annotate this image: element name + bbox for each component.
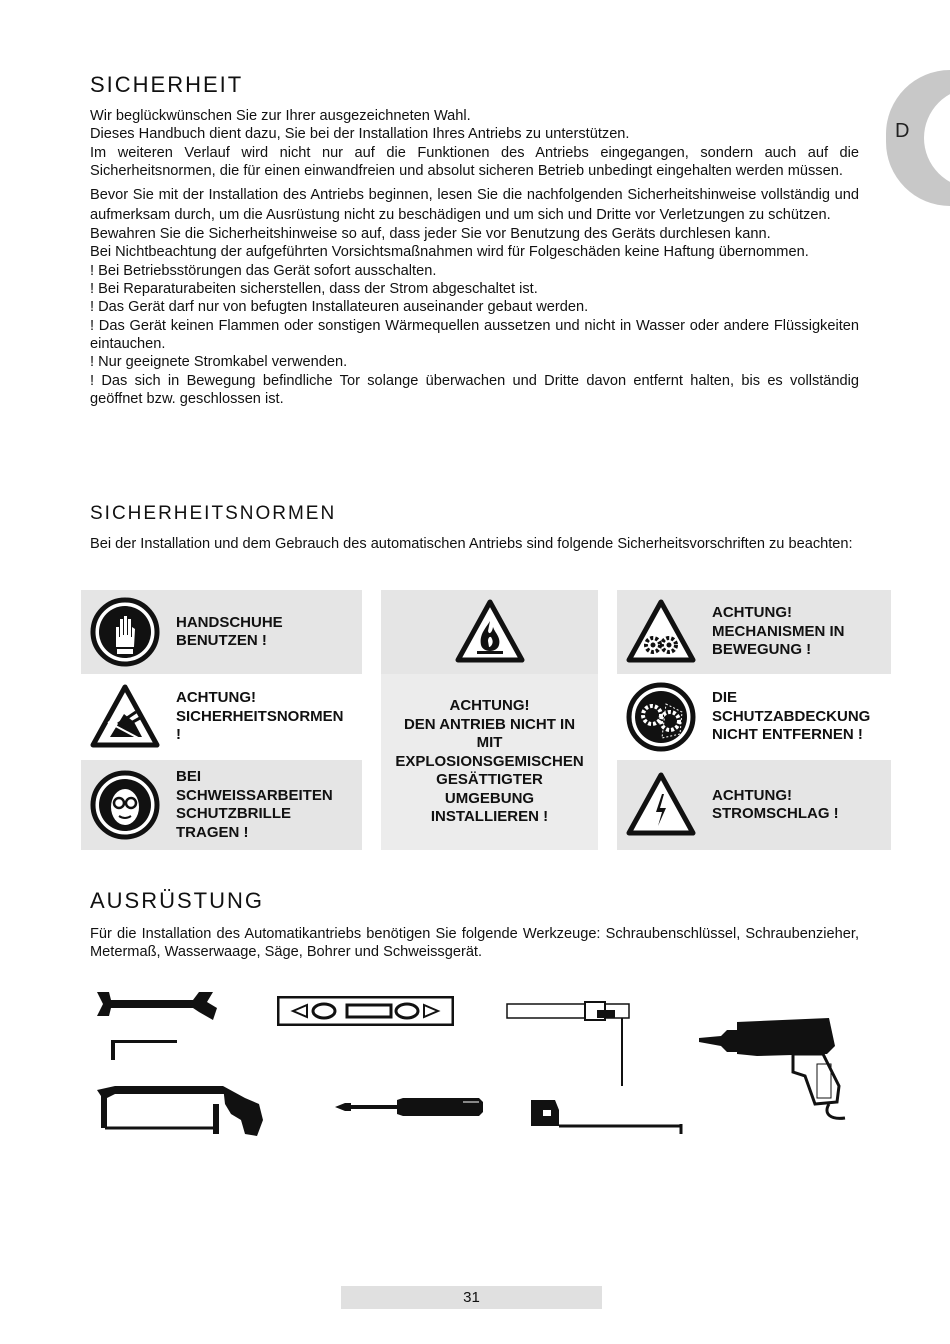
paragraph: Bei Nichtbeachtung der aufgeführten Vorsichtsmaßnahmen wird für Folgeschäden keine Haftung übernommen. xyxy=(90,244,809,261)
lightning-warning-icon xyxy=(626,770,696,840)
sign-gloves xyxy=(81,590,362,674)
paragraph: ! Das sich in Bewegung befindliche Tor solange überwachen und Dritte davon entfernt halten, bis es vollständig geöffnet bzw. geschlossen ist. xyxy=(90,372,859,407)
center-column xyxy=(381,590,598,850)
hand-warning-icon xyxy=(90,682,160,752)
normen-intro: Bei der Installation und dem Gebrauch des automatischen Antriebs sind folgende Sicherheitsvorschriften zu beachten: xyxy=(90,536,853,552)
paragraph: Dieses Handbuch dient dazu, Sie bei der Installation Ihres Antriebs zu unterstützen. xyxy=(90,126,630,143)
gears-guard-icon xyxy=(626,682,696,752)
wrench-icon xyxy=(95,988,220,1063)
sign-cover-label: DIE SCHUTZABDECKUNG NICHT ENTFERNEN ! xyxy=(712,689,871,744)
sign-cover xyxy=(617,674,891,760)
sign-norms xyxy=(81,674,362,760)
goggles-icon xyxy=(90,770,160,840)
sign-norms-label: ACHTUNG! SICHERHEITSNORMEN ! xyxy=(176,689,344,744)
gears-warning-icon xyxy=(626,597,696,667)
measuring-tape-icon xyxy=(505,998,640,1088)
section-title-ausruestung: AUSRÜSTUNG xyxy=(90,888,265,913)
paragraph: ! Bei Reparaturabeiten sicherstellen, dass der Strom abgeschaltet ist. xyxy=(90,281,538,298)
paragraph: ! Bei Betriebsstörungen das Gerät sofort ausschalten. xyxy=(90,262,437,279)
sign-explosion-label: ACHTUNG! DEN ANTRIEB NICHT IN MIT EXPLOSIONSGEMISCHEN GESÄTTIGTER UMGEBUNG INSTALLIEREN ! xyxy=(381,674,598,850)
paragraph: Im weiteren Verlauf wird nicht nur auf die Funktionen des Antriebs eingegangen, sondern auch auf die Sicherheitsnormen, die für einen einwandfreien und absolut sicheren Betrieb unbedingt eingehalten werden müssen. xyxy=(90,144,859,179)
section-title-sicherheit: SICHERHEIT xyxy=(90,72,244,97)
sign-shock xyxy=(617,760,891,850)
paragraph: ! Das Gerät keinen Flammen oder sonstigen Wärmequellen aussetzen und nicht in Wasser oder andere Flüssigkeiten eintauchen. xyxy=(90,317,859,352)
gloves-icon xyxy=(90,597,160,667)
chapter-letter: D xyxy=(895,120,910,142)
page-number: 31 xyxy=(341,1286,602,1309)
spirit-level-icon xyxy=(277,996,454,1026)
paragraph: Wir beglückwünschen Sie zur Ihrer ausgezeichneten Wahl. xyxy=(90,108,471,124)
sign-goggles xyxy=(81,760,362,850)
sign-mechanisms xyxy=(617,590,891,674)
paragraph: ! Das Gerät darf nur von befugten Installateuren auseinander gebaut werden. xyxy=(90,299,589,316)
welding-tool-icon xyxy=(529,1098,684,1136)
drill-icon xyxy=(697,1016,849,1121)
section-title-normen: SICHERHEITSNORMEN xyxy=(90,503,337,524)
paragraph: ! Nur geeignete Stromkabel verwenden. xyxy=(90,354,348,371)
paragraph: Bewahren Sie die Sicherheitshinweise so auf, dass jeder Sie vor Benutzung des Geräts durchlesen kann. xyxy=(90,226,771,243)
sign-shock-label: ACHTUNG! STROMSCHLAG ! xyxy=(712,786,839,822)
sign-goggles-label: BEI SCHWEISSARBEITEN SCHUTZBRILLE TRAGEN ! xyxy=(176,768,333,841)
safety-text xyxy=(90,107,859,408)
sign-mechanisms-label: ACHTUNG! MECHANISMEN IN BEWEGUNG ! xyxy=(712,604,845,659)
flame-warning-icon xyxy=(455,597,525,667)
hacksaw-icon xyxy=(95,1082,267,1137)
sign-gloves-label: HANDSCHUHE BENUTZEN ! xyxy=(176,613,283,649)
sign-fire xyxy=(381,590,598,674)
tools-intro: Für die Installation des Automatikantriebs benötigen Sie folgende Werkzeuge: Schraubenschlüssel, Schraubenzieher, Metermaß, Wasserwaage, Säge, Bohrer und Schweissgerät. xyxy=(90,926,859,961)
screwdriver-icon xyxy=(333,1096,485,1118)
paragraph: Bevor Sie mit der Installation des Antriebs beginnen, lesen Sie die nachfolgenden Sicherheitshinweise vollständig und aufmerksam durch, um die Ausrüstung nicht zu beschädigen und um sich und Dritte vor Verletzungen zu schützen. xyxy=(90,187,859,224)
